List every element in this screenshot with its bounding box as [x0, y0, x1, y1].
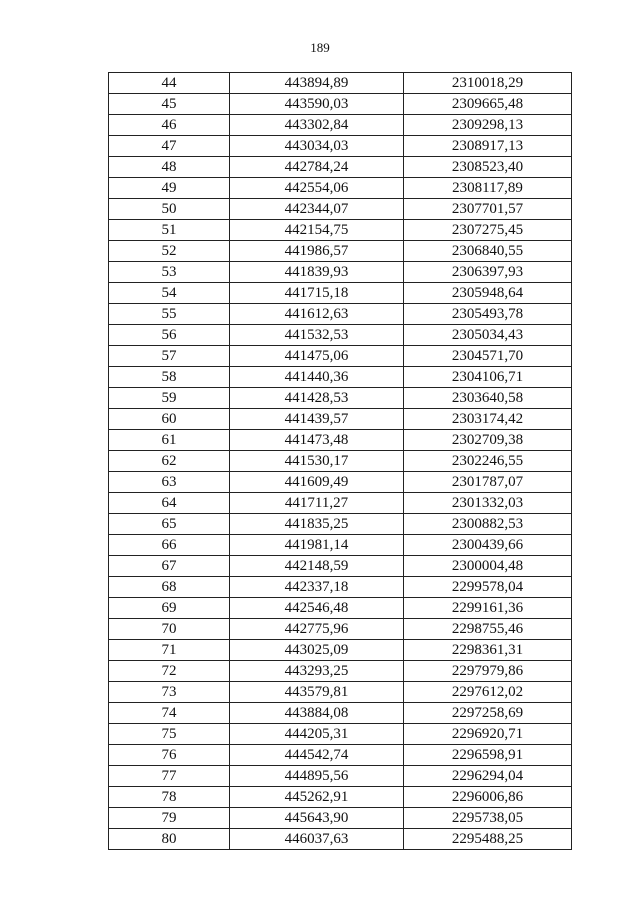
table-row — [109, 787, 572, 808]
table-row — [109, 661, 572, 682]
y-coordinate-cell: 2299161,36 — [404, 598, 572, 619]
point-number-cell: 46 — [109, 115, 230, 136]
point-number-cell: 64 — [109, 493, 230, 514]
x-coordinate-cell: 443293,25 — [230, 661, 404, 682]
y-coordinate-cell: 2305493,78 — [404, 304, 572, 325]
x-coordinate-cell: 442148,59 — [230, 556, 404, 577]
point-number-cell: 69 — [109, 598, 230, 619]
x-coordinate-cell: 442775,96 — [230, 619, 404, 640]
x-coordinate-cell: 441440,36 — [230, 367, 404, 388]
table-row — [109, 94, 572, 115]
table-row — [109, 598, 572, 619]
point-number-cell: 48 — [109, 157, 230, 178]
y-coordinate-cell: 2297979,86 — [404, 661, 572, 682]
table-row — [109, 73, 572, 94]
y-coordinate-cell: 2298755,46 — [404, 619, 572, 640]
point-number-cell: 76 — [109, 745, 230, 766]
x-coordinate-cell: 442546,48 — [230, 598, 404, 619]
table-row — [109, 388, 572, 409]
y-coordinate-cell: 2300882,53 — [404, 514, 572, 535]
table-row — [109, 703, 572, 724]
table-row — [109, 430, 572, 451]
point-number-cell: 78 — [109, 787, 230, 808]
y-coordinate-cell: 2302709,38 — [404, 430, 572, 451]
x-coordinate-cell: 441986,57 — [230, 241, 404, 262]
table-row — [109, 241, 572, 262]
y-coordinate-cell: 2295488,25 — [404, 829, 572, 850]
x-coordinate-cell: 443302,84 — [230, 115, 404, 136]
y-coordinate-cell: 2307275,45 — [404, 220, 572, 241]
point-number-cell: 63 — [109, 472, 230, 493]
y-coordinate-cell: 2297258,69 — [404, 703, 572, 724]
table-row — [109, 136, 572, 157]
x-coordinate-cell: 441532,53 — [230, 325, 404, 346]
y-coordinate-cell: 2308523,40 — [404, 157, 572, 178]
x-coordinate-cell: 441428,53 — [230, 388, 404, 409]
table-row — [109, 157, 572, 178]
x-coordinate-cell: 441981,14 — [230, 535, 404, 556]
x-coordinate-cell: 442344,07 — [230, 199, 404, 220]
point-number-cell: 72 — [109, 661, 230, 682]
x-coordinate-cell: 441473,48 — [230, 430, 404, 451]
point-number-cell: 70 — [109, 619, 230, 640]
point-number-cell: 79 — [109, 808, 230, 829]
table-row — [109, 514, 572, 535]
point-number-cell: 44 — [109, 73, 230, 94]
y-coordinate-cell: 2303640,58 — [404, 388, 572, 409]
x-coordinate-cell: 441835,25 — [230, 514, 404, 535]
point-number-cell: 58 — [109, 367, 230, 388]
y-coordinate-cell: 2306397,93 — [404, 262, 572, 283]
y-coordinate-cell: 2300439,66 — [404, 535, 572, 556]
table-row — [109, 220, 572, 241]
y-coordinate-cell: 2307701,57 — [404, 199, 572, 220]
point-number-cell: 71 — [109, 640, 230, 661]
table-row — [109, 766, 572, 787]
x-coordinate-cell: 441530,17 — [230, 451, 404, 472]
table-row — [109, 535, 572, 556]
x-coordinate-cell: 444205,31 — [230, 724, 404, 745]
y-coordinate-cell: 2295738,05 — [404, 808, 572, 829]
x-coordinate-cell: 441715,18 — [230, 283, 404, 304]
y-coordinate-cell: 2304571,70 — [404, 346, 572, 367]
y-coordinate-cell: 2301787,07 — [404, 472, 572, 493]
y-coordinate-cell: 2308917,13 — [404, 136, 572, 157]
point-number-cell: 45 — [109, 94, 230, 115]
point-number-cell: 61 — [109, 430, 230, 451]
x-coordinate-cell: 441612,63 — [230, 304, 404, 325]
table-row — [109, 451, 572, 472]
table-row — [109, 199, 572, 220]
point-number-cell: 66 — [109, 535, 230, 556]
y-coordinate-cell: 2296006,86 — [404, 787, 572, 808]
point-number-cell: 74 — [109, 703, 230, 724]
y-coordinate-cell: 2308117,89 — [404, 178, 572, 199]
table-row — [109, 577, 572, 598]
x-coordinate-cell: 442154,75 — [230, 220, 404, 241]
x-coordinate-cell: 441839,93 — [230, 262, 404, 283]
point-number-cell: 49 — [109, 178, 230, 199]
x-coordinate-cell: 444542,74 — [230, 745, 404, 766]
table-row — [109, 367, 572, 388]
x-coordinate-cell: 443034,03 — [230, 136, 404, 157]
x-coordinate-cell: 444895,56 — [230, 766, 404, 787]
coordinates-table-body — [109, 73, 572, 850]
point-number-cell: 80 — [109, 829, 230, 850]
y-coordinate-cell: 2298361,31 — [404, 640, 572, 661]
x-coordinate-cell: 443884,08 — [230, 703, 404, 724]
y-coordinate-cell: 2309665,48 — [404, 94, 572, 115]
y-coordinate-cell: 2299578,04 — [404, 577, 572, 598]
y-coordinate-cell: 2304106,71 — [404, 367, 572, 388]
table-row — [109, 178, 572, 199]
x-coordinate-cell: 442337,18 — [230, 577, 404, 598]
table-row — [109, 619, 572, 640]
table-row — [109, 409, 572, 430]
point-number-cell: 50 — [109, 199, 230, 220]
y-coordinate-cell: 2296294,04 — [404, 766, 572, 787]
x-coordinate-cell: 445262,91 — [230, 787, 404, 808]
y-coordinate-cell: 2310018,29 — [404, 73, 572, 94]
point-number-cell: 77 — [109, 766, 230, 787]
table-row — [109, 724, 572, 745]
y-coordinate-cell: 2302246,55 — [404, 451, 572, 472]
point-number-cell: 52 — [109, 241, 230, 262]
coordinates-table — [108, 72, 572, 850]
point-number-cell: 53 — [109, 262, 230, 283]
x-coordinate-cell: 443894,89 — [230, 73, 404, 94]
point-number-cell: 56 — [109, 325, 230, 346]
x-coordinate-cell: 446037,63 — [230, 829, 404, 850]
y-coordinate-cell: 2296598,91 — [404, 745, 572, 766]
page-number: 189 — [310, 40, 330, 55]
x-coordinate-cell: 442784,24 — [230, 157, 404, 178]
table-row — [109, 325, 572, 346]
table-row — [109, 745, 572, 766]
table-row — [109, 556, 572, 577]
table-row — [109, 808, 572, 829]
x-coordinate-cell: 443579,81 — [230, 682, 404, 703]
y-coordinate-cell: 2309298,13 — [404, 115, 572, 136]
x-coordinate-cell: 441711,27 — [230, 493, 404, 514]
table-row — [109, 346, 572, 367]
table-row — [109, 304, 572, 325]
point-number-cell: 68 — [109, 577, 230, 598]
y-coordinate-cell: 2300004,48 — [404, 556, 572, 577]
point-number-cell: 51 — [109, 220, 230, 241]
table-row — [109, 262, 572, 283]
y-coordinate-cell: 2303174,42 — [404, 409, 572, 430]
point-number-cell: 60 — [109, 409, 230, 430]
x-coordinate-cell: 443590,03 — [230, 94, 404, 115]
table-row — [109, 682, 572, 703]
point-number-cell: 65 — [109, 514, 230, 535]
y-coordinate-cell: 2297612,02 — [404, 682, 572, 703]
point-number-cell: 47 — [109, 136, 230, 157]
table-row — [109, 640, 572, 661]
point-number-cell: 59 — [109, 388, 230, 409]
point-number-cell: 57 — [109, 346, 230, 367]
point-number-cell: 55 — [109, 304, 230, 325]
point-number-cell: 67 — [109, 556, 230, 577]
table-row — [109, 493, 572, 514]
y-coordinate-cell: 2305948,64 — [404, 283, 572, 304]
x-coordinate-cell: 441439,57 — [230, 409, 404, 430]
y-coordinate-cell: 2306840,55 — [404, 241, 572, 262]
table-row — [109, 115, 572, 136]
x-coordinate-cell: 441609,49 — [230, 472, 404, 493]
table-row — [109, 472, 572, 493]
point-number-cell: 73 — [109, 682, 230, 703]
point-number-cell: 62 — [109, 451, 230, 472]
table-row — [109, 829, 572, 850]
table-row — [109, 283, 572, 304]
x-coordinate-cell: 442554,06 — [230, 178, 404, 199]
x-coordinate-cell: 441475,06 — [230, 346, 404, 367]
x-coordinate-cell: 445643,90 — [230, 808, 404, 829]
x-coordinate-cell: 443025,09 — [230, 640, 404, 661]
point-number-cell: 75 — [109, 724, 230, 745]
y-coordinate-cell: 2296920,71 — [404, 724, 572, 745]
y-coordinate-cell: 2301332,03 — [404, 493, 572, 514]
point-number-cell: 54 — [109, 283, 230, 304]
y-coordinate-cell: 2305034,43 — [404, 325, 572, 346]
